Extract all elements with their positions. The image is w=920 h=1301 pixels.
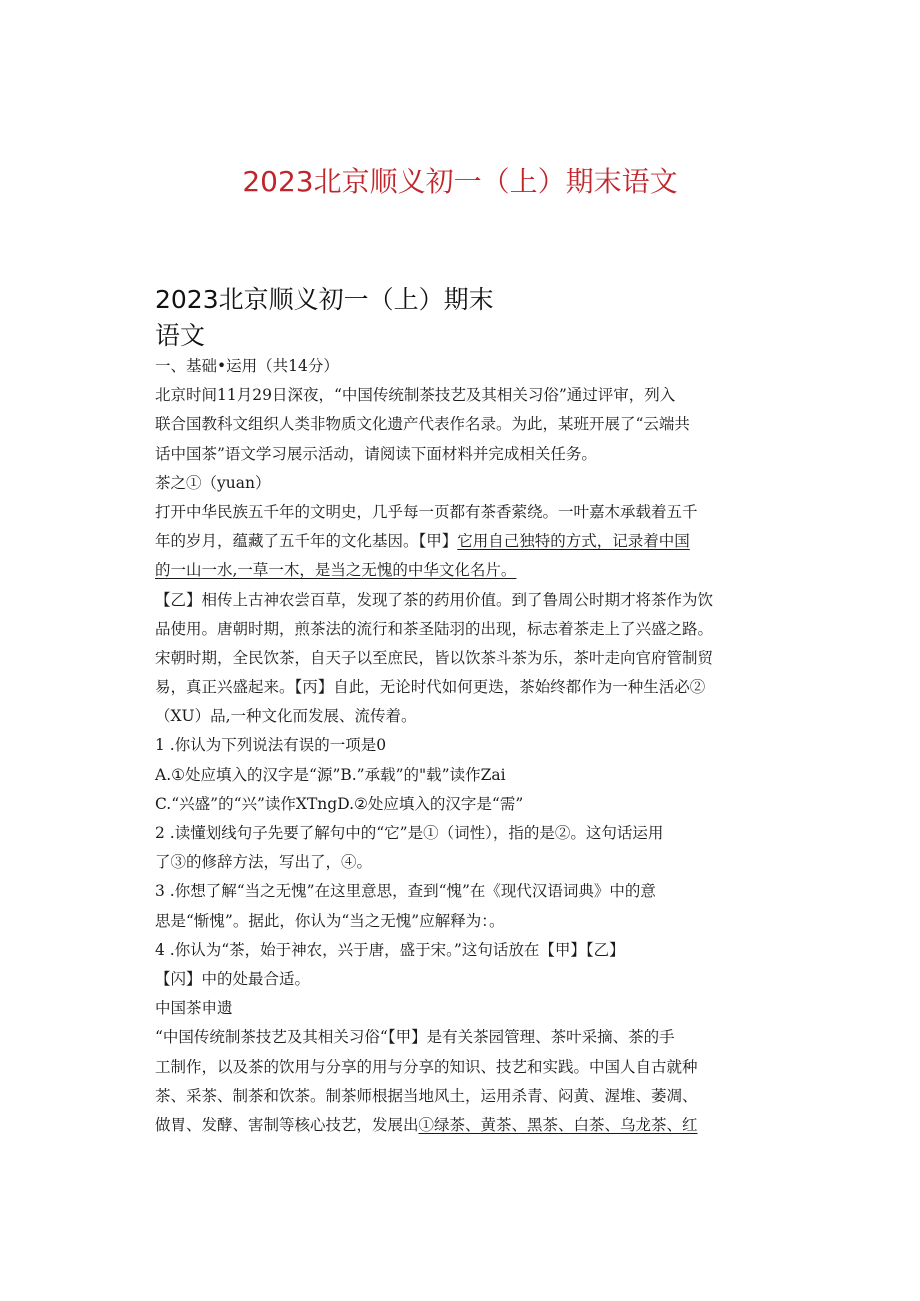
question-line: 1 .你认为下列说法有误的一项是0 <box>155 736 387 755</box>
intro-line: 联合国教科文组织人类非物质文化遗产代表作名录。为此，某班开展了“云端共 <box>155 415 690 434</box>
underlined-sentence: 它用自己独特的方式，记录着中国 <box>457 532 690 551</box>
underlined-sentence: 的一山一水,一草一木，是当之无愧的中华文化名片。 <box>155 561 517 580</box>
passage-line: 打开中华民族五千年的文明史，几乎每一页都有茶香萦绕。一叶嘉木承载着五千 <box>155 502 698 521</box>
passage-line <box>155 527 765 556</box>
passage-text: 年的岁月，蕴藏了五千年的文化基因。【甲】 <box>155 532 458 551</box>
intro-line: 北京时间11月29日深夜，“中国传统制茶技艺及其相关习俗”通过评审，列入 <box>155 386 676 405</box>
passage-text: 做胃、发酵、害制等核心技艺，发展出 <box>155 1115 419 1134</box>
intro-line: 话中国茶”语文学习展示活动，请阅读下面材料并完成相关任务。 <box>155 444 597 463</box>
page-title: 2023北京顺义初一（上）期末语文 <box>242 165 678 198</box>
question-line: 3 .你想了解“当之无愧”在这里意思，查到“愧”在《现代汉语词典》中的意 <box>155 882 656 901</box>
document-body <box>155 352 765 1140</box>
passage-line: 茶、采茶、制茶和饮茶。制茶师根据当地风土，运用杀青、闷黄、渥堆、萎凋、 <box>155 1086 698 1105</box>
passage-line <box>155 1111 765 1140</box>
passage-line: 品使用。唐朝时期，煎茶法的流行和茶圣陆羽的出现，标志着茶走上了兴盛之路。 <box>155 619 714 638</box>
passage-line: 工制作，以及茶的饮用与分享的用与分享的知识、技艺和实践。中国人自古就种 <box>155 1057 698 1076</box>
passage-line: 【乙】相传上古神农尝百草，发现了茶的药用价值。到了鲁周公时期才将茶作为饮 <box>155 590 714 609</box>
material-title: 茶之①（yuan） <box>155 473 271 492</box>
question-line: 了③的修辞方法，写出了，④。 <box>155 853 373 872</box>
question-option: A.①处应填入的汉字是“源”B.”承载”的"载”读作Zai <box>155 765 506 784</box>
question-line: 思是“惭愧”。据此，你认为“当之无愧”应解释为：。 <box>155 911 505 930</box>
question-line: 2 .读懂划线句子先要了解句中的“它”是①（词性），指的是②。这句话运用 <box>155 824 664 842</box>
material-title: 中国茶申遗 <box>155 999 233 1018</box>
underlined-list: ①绿茶、黄茶、黑茶、白茶、乌龙茶、红 <box>418 1115 698 1134</box>
document-subheading: 语文 <box>155 321 206 350</box>
question-line: 【闪】中的处最合适。 <box>155 969 311 988</box>
passage-line: 易，真正兴盛起来。【丙】自此，无论时代如何更迭，茶始终都作为一种生活必② <box>155 678 706 697</box>
section-heading: 一、基础•运用（共14分） <box>155 357 339 375</box>
question-option: C.“兴盛”的“兴”读作XTngD.②处应填入的汉字是“需” <box>155 794 524 813</box>
passage-line: “中国传统制茶技艺及其相关习俗“【甲】是有关茶园管理、茶叶采摘、茶的手 <box>155 1028 675 1047</box>
passage-line: （XU）品,一种文化而发展、流传着。 <box>155 707 417 726</box>
passage-line <box>155 556 765 585</box>
passage-line: 宋朝时期，全民饮茶，自天子以至庶民，皆以饮茶斗茶为乐，茶叶走向官府管制贸 <box>155 648 714 667</box>
document-heading: 2023北京顺义初一（上）期末 <box>155 285 494 314</box>
question-line: 4 .你认为“茶，始于神农，兴于唐，盛于宋。”这句话放在【甲】【乙】 <box>155 940 625 959</box>
